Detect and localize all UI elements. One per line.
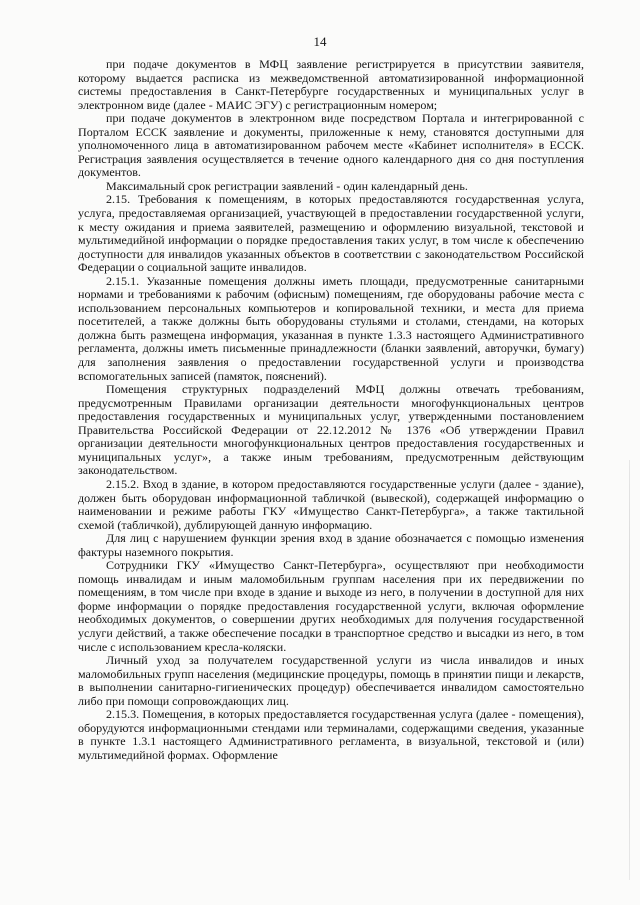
paragraph-registration-mfc: при подаче документов в МФЦ заявление регистрируется в присутствии заявителя, которому выдается расписка из межведомственной автоматизированной информационной системы предоставления в Санкт-Петербурге государственных и муниципальных услуг в электронном виде (далее - МАИС ЭГУ) с регистрационным номером; xyxy=(78,57,584,112)
scan-edge-shadow xyxy=(629,460,630,880)
paragraph-section-2-15-3: 2.15.3. Помещения, в которых предоставляется государственная услуга (далее - помещения), оборудуются информационными стендами или терминалами, содержащими сведения, указанные в пункте 1.3.1 настоящего Административного регламента, в визуальной, текстовой и (или) мультимедийной формах. Оформление xyxy=(78,707,584,762)
paragraph-vision-impairment: Для лиц с нарушением функции зрения вход в здание обозначается с помощью изменения фактуры наземного покрытия. xyxy=(78,531,584,559)
paragraph-registration-portal: при подаче документов в электронном виде посредством Портала и интегрированной с Порталом ЕССК заявление и документы, приложенные к нему, становятся доступными для уполномоченного лица в автоматизированном рабочем месте «Кабинет исполнителя» в ЕССК. Регистрация заявления осуществляется в течение одного календарного дня со дня поступления документов. xyxy=(78,111,584,180)
paragraph-max-registration-term: Максимальный срок регистрации заявлений - один календарный день. xyxy=(106,178,468,193)
paragraph-section-2-15-2: 2.15.2. Вход в здание, в котором предоставляются государственные услуги (далее - здание), должен быть оборудован информационной табличкой (вывеской), содержащей информацию о наименовании и режиме работы ГКУ «Имущество Санкт-Петербурга», а также тактильной схемой (табличкой), дублирующей данную информацию. xyxy=(78,476,584,532)
page-number: 14 xyxy=(313,34,327,49)
paragraph-staff-assistance: Сотрудники ГКУ «Имущество Санкт-Петербурга», осуществляют при необходимости помощь инвалидам и иным маломобильным группам населения при их передвижении по помещениям, в том числе при входе в здание и выходе из него, в получении в доступной для них форме информации о порядке предоставления государственной услуги, включая оформление необходимых документов, о совершении других необходимых для получения государственной услуги действий, а также обеспечение посадки в транспортное средство и высадки из него, в том числе с использованием кресла-коляски. xyxy=(78,558,584,654)
paragraph-section-2-15: 2.15. Требования к помещениям, в которых предоставляются государственная услуга, услуга, предоставляемая организацией, участвующей в предоставлении государственной услуги, к месту ожидания и приема заявителей, размещению и оформлению визуальной, текстовой и мультимедийной информации о порядке предоставления таких услуг, в том числе к обеспечению доступности для инвалидов указанных объектов в соответствии с законодательством Российской Федерации о социальной защите инвалидов. xyxy=(78,192,584,275)
document-body xyxy=(78,58,584,762)
paragraph-section-2-15-1: 2.15.1. Указанные помещения должны иметь площади, предусмотренные санитарными нормами и требованиями к рабочим (офисным) помещениям, где оборудованы рабочие места с использованием персональных компьютеров и копировальной техники, и места для приема посетителей, а также должны быть оборудованы стульями и столами, стендами, на которых должна быть размещена информация, указанная в пункте 1.3.3 настоящего Административного регламента, должны иметь письменные принадлежности (бланки заявлений, авторучки, бумагу) для заполнения заявления о предоставлении государственной услуги и производства вспомогательных записей (памяток, пояснений). xyxy=(78,273,584,383)
paragraph-personal-care: Личный уход за получателем государственной услуги из числа инвалидов и иных маломобильных групп населения (медицинские процедуры, помощь в принятии пищи и лекарств, в выполнении санитарно-гигиенических процедур) обеспечивается инвалидом самостоятельно либо при помощи сопровождающих лиц. xyxy=(78,653,584,708)
paragraph-mfc-premises: Помещения структурных подразделений МФЦ должны отвечать требованиям, предусмотренным Правилами организации деятельности многофункциональных центров предоставления государственных и муниципальных услуг, утвержденными постановлением Правительства Российской Федерации от 22.12.2012 № 1376 «Об утверждении Правил организации деятельности многофункциональных центров предоставления государственных и муниципальных услуг», а также иным требованиям, предусмотренным действующим законодательством. xyxy=(78,382,584,478)
